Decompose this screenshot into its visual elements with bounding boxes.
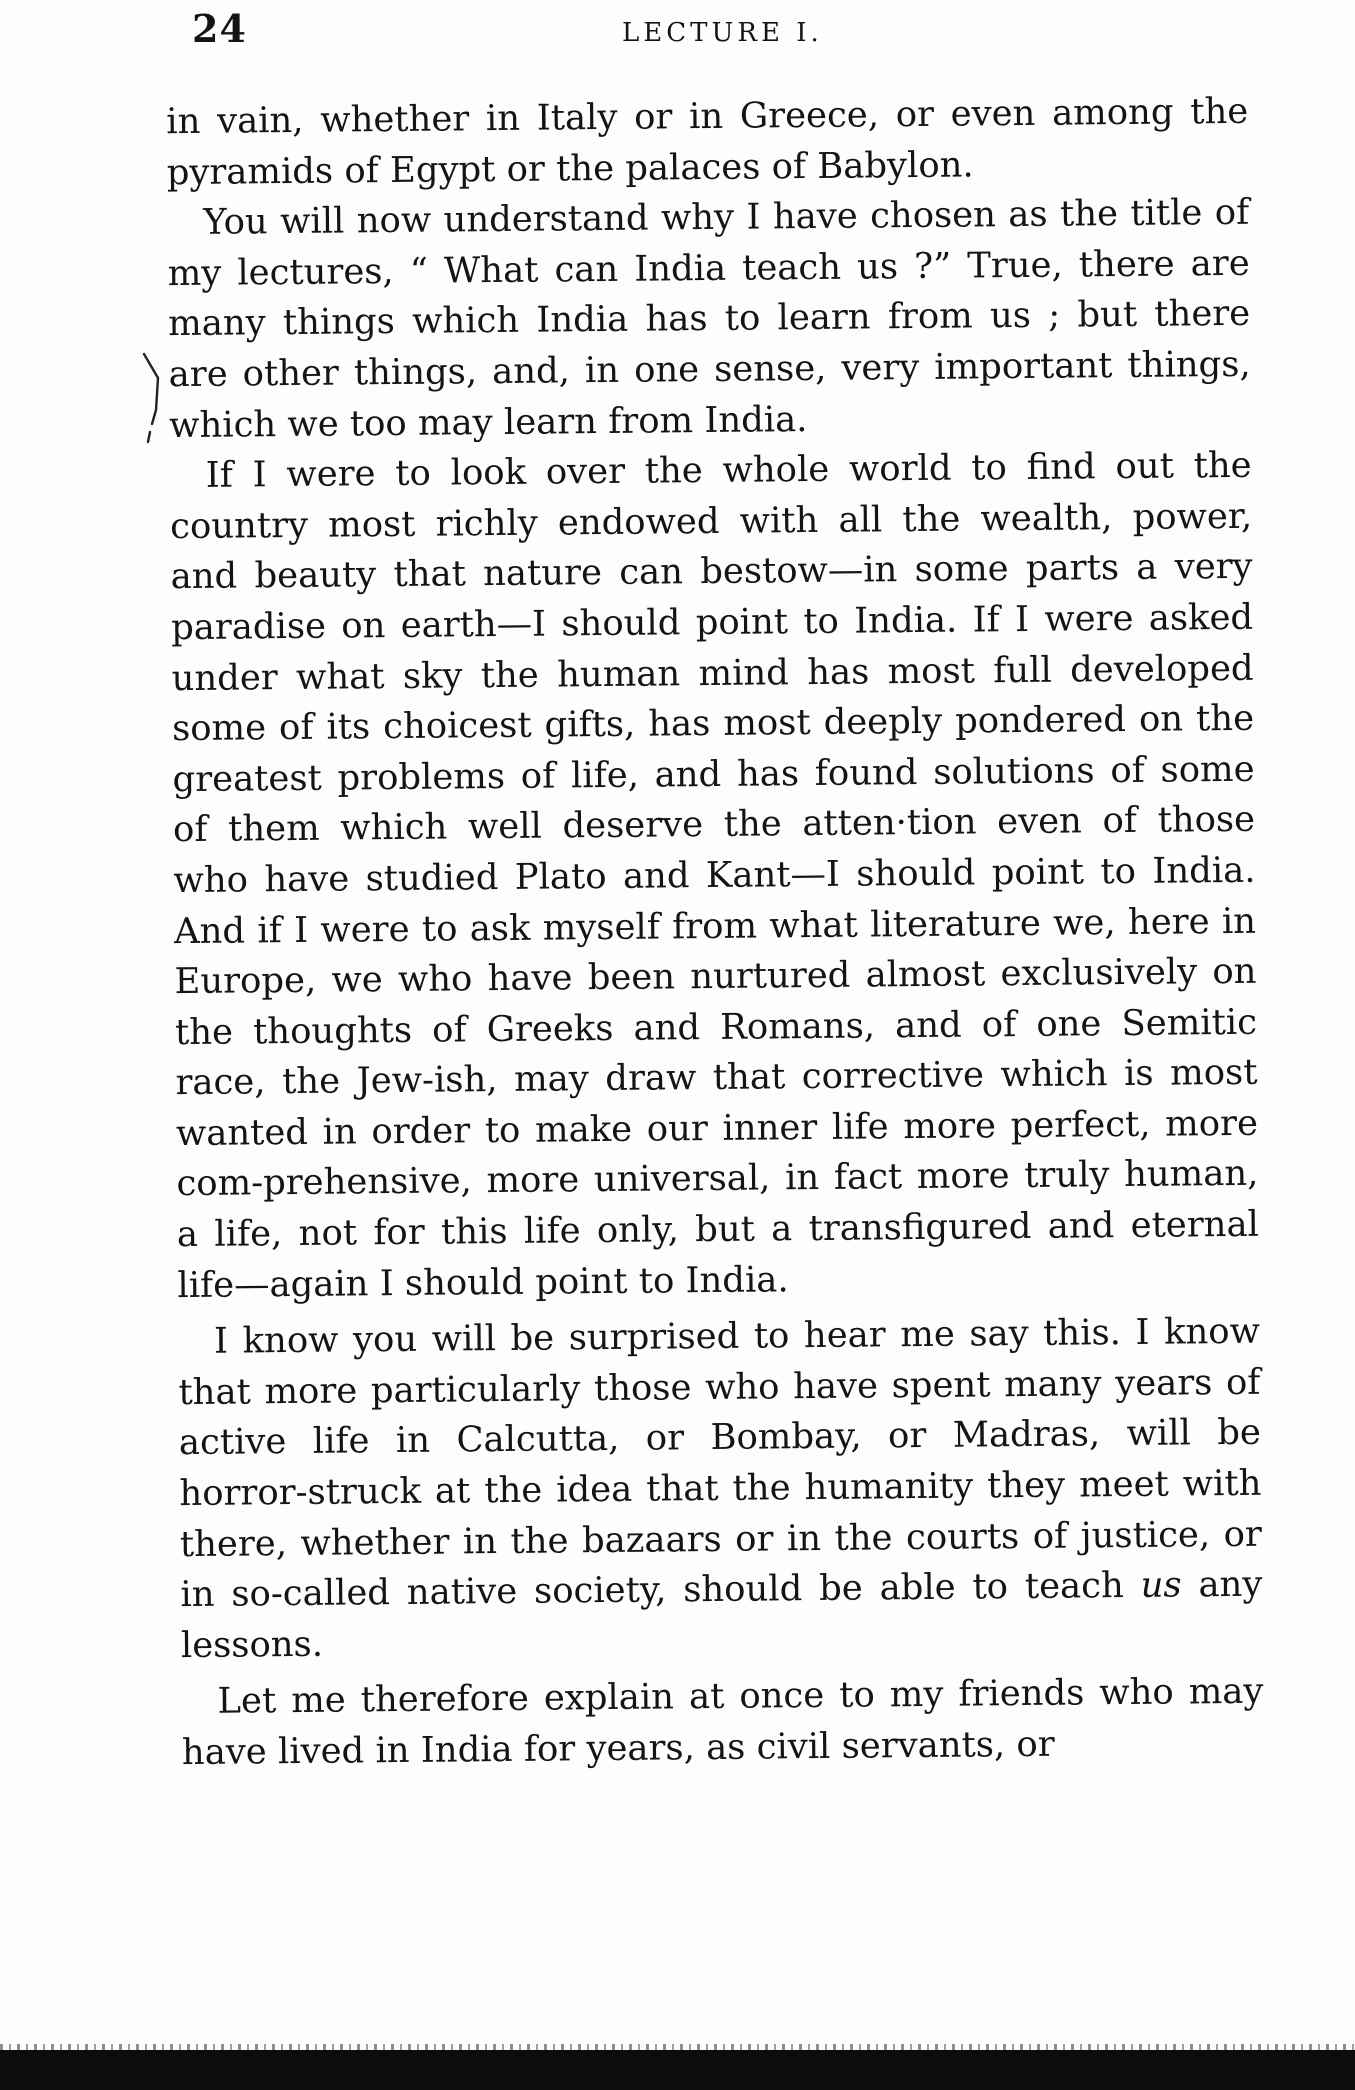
paragraph: You will now understand why I have chosen as the title of my lectures, “ What can India teach us ?” True, there are many things which India has to learn from us ; but there are other things, and, in one sense, very important things, which we too may learn from India. [167,191,1251,446]
paragraph-text: I know you will be surprised to hear me say this. I know that more particularly those who have spent many years of active life in Calcutta, or Bombay, or Madras, will be horror-struck at the idea that the humanity they meet with there, whether in the bazaars or in the courts of justice, or in so-called native society, should be able to teach [178,1311,1263,1616]
running-head: LECTURE I. [622,18,823,48]
scan-bottom-edge [0,2050,1355,2090]
paragraph: Let me therefore explain at once to my friends who may have lived in India for years, as civil servants, or [181,1671,1264,1774]
page-header [192,6,1232,58]
paragraph [178,1307,1263,1672]
margin-bracket-mark [140,352,166,444]
emphasis-text: us [1140,1564,1182,1607]
paragraph-text: any lessons. [180,1563,1263,1666]
page-number: 24 [192,6,247,51]
paragraph: If I were to look over the whole world to find out the country most richly endowed with all the wealth, power, and beauty that nature can bestow—in some parts a very paradise on earth—I should point to India. If I were asked under what sky the human mind has most full developed some of its choicest gifts, has most deeply pondered on the greatest problems of life, and has found solutions of some of them which well deserve the atten·tion even of those who have studied Plato and Kant—I should point to India. And if I were to ask myself from what literature we, here in Europe, we who have been nurtured almost exclusively on the thoughts of Greeks and Romans, and of one Semitic race, the Jew-ish, may draw that corrective which is most wanted in order to make our inner life more perfect, more com-prehensive, more universal, in fact more truly human, a life, not for this life only, but a transfigured and eternal life—again I should point to India. [169,444,1260,1306]
body-text [166,87,1264,1779]
paragraph: in vain, whether in Italy or in Greece, or even among the pyramids of Egypt or the palaces of Babylon. [166,90,1249,193]
